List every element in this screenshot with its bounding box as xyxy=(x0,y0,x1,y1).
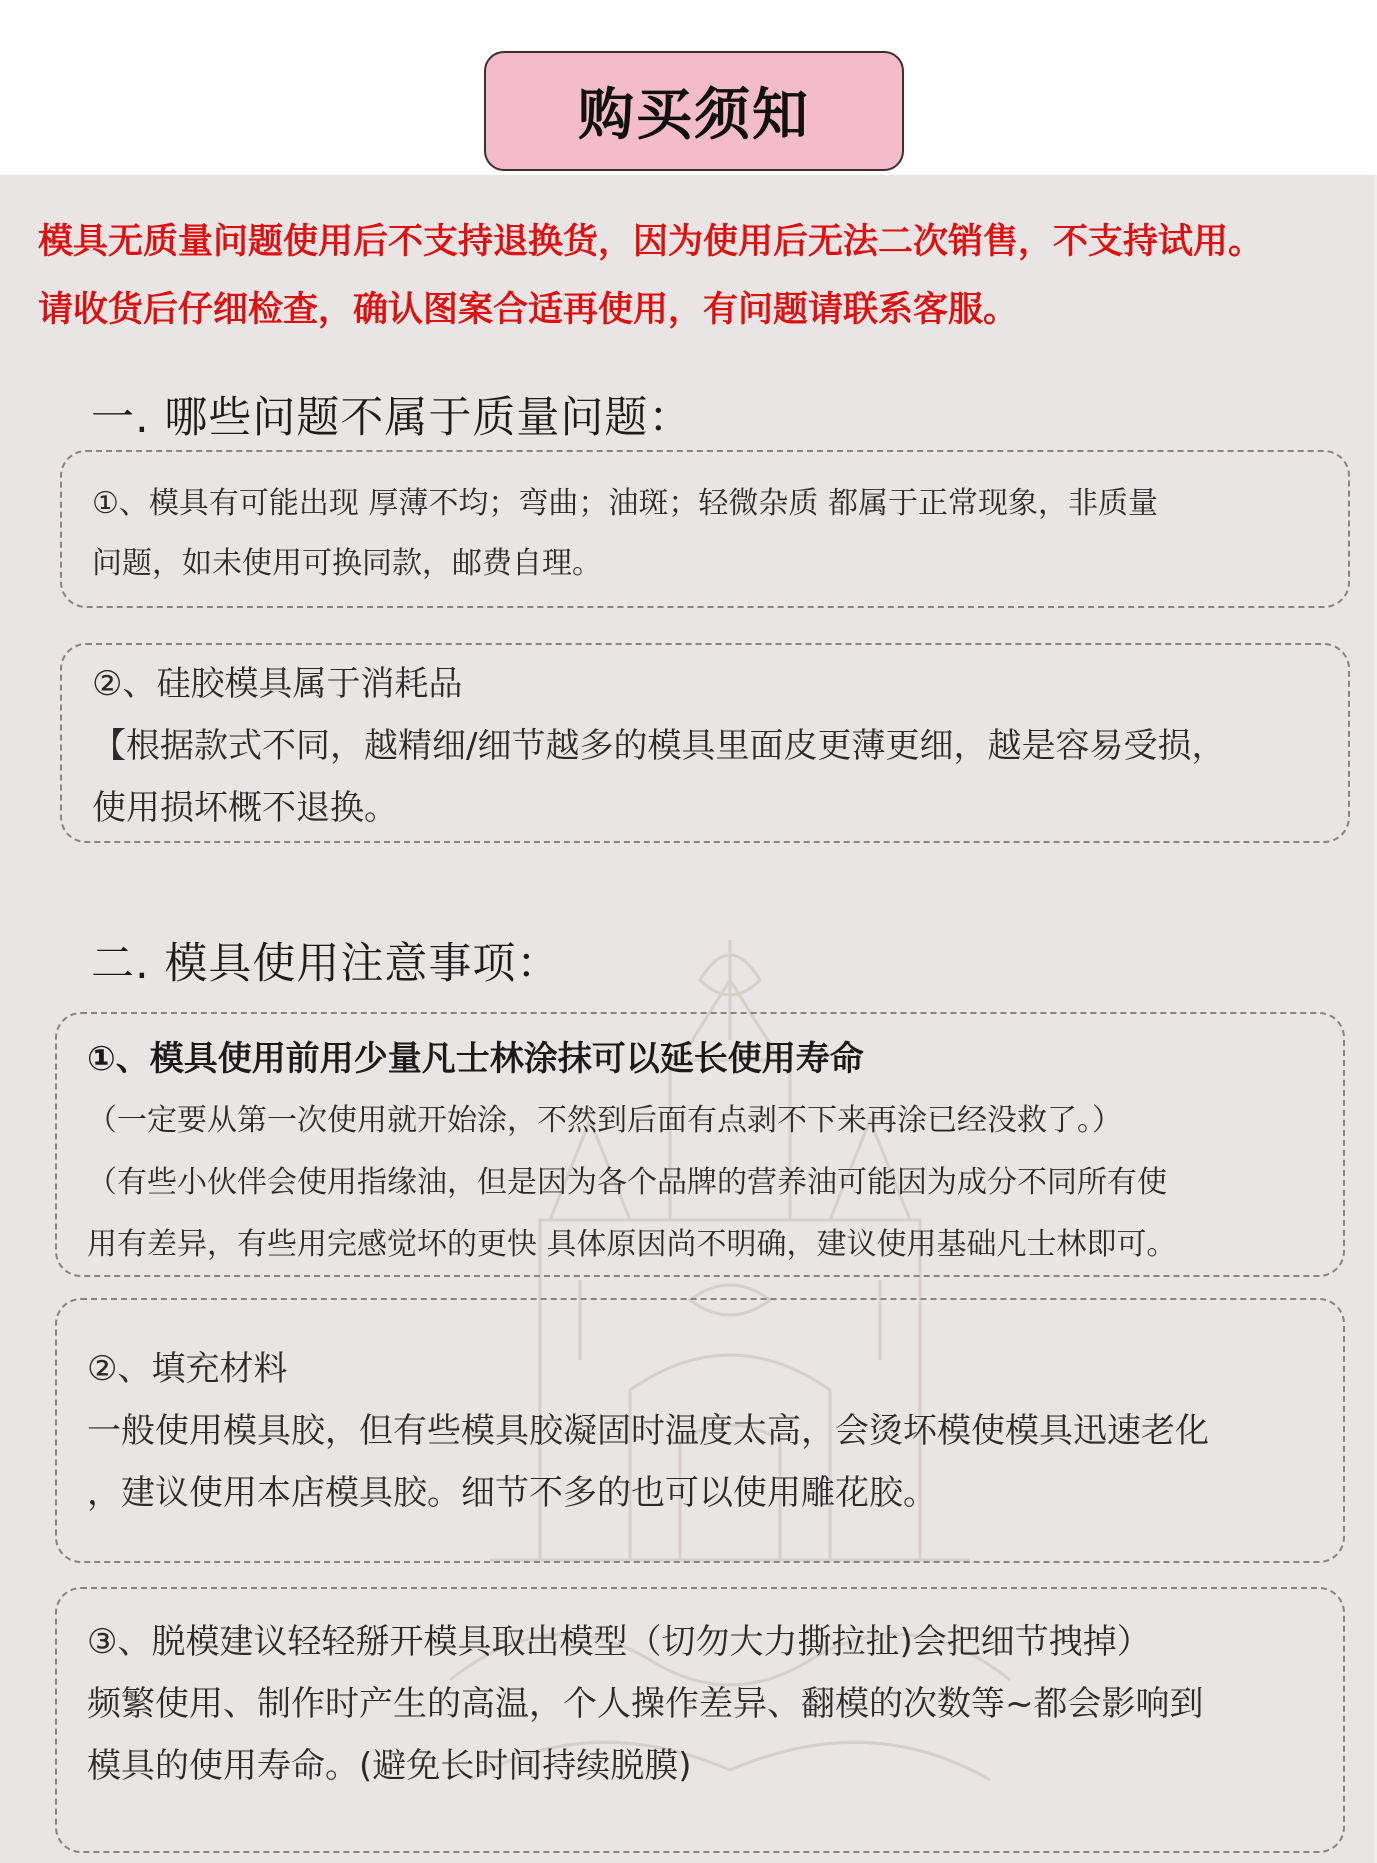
card-text-line: （有些小伙伴会使用指缘油，但是因为各个品牌的营养油可能因为成分不同所有使 xyxy=(87,1165,1167,1200)
card-text-line: ②、硅胶模具属于消耗品 xyxy=(92,664,463,704)
info-card-vaseline xyxy=(55,1012,1345,1277)
info-card-filling-material xyxy=(55,1298,1345,1563)
title-badge xyxy=(484,51,904,171)
info-card-demolding xyxy=(55,1587,1345,1853)
card-text-line: 用有差异，有些用完感觉坏的更快 具体原因尚不明确，建议使用基础凡士林即可。 xyxy=(87,1227,1177,1262)
card-heading-line: ①、模具使用前用少量凡士林涂抹可以延长使用寿命 xyxy=(87,1039,864,1079)
info-card-normal-defects xyxy=(60,450,1350,608)
section-heading-quality: 一. 哪些问题不属于质量问题： xyxy=(91,393,693,443)
card-text-line: ③、脱模建议轻轻掰开模具取出模型（切勿大力撕拉扯)会把细节拽掉） xyxy=(87,1622,1151,1662)
card-text-line: ①、模具有可能出现 厚薄不均；弯曲；油斑；轻微杂质 都属于正常现象，非质量 xyxy=(92,486,1158,521)
card-text-line: （一定要从第一次使用就开始涂，不然到后面有点剥不下来再涂已经没救了。） xyxy=(87,1103,1122,1138)
card-text-line: 一般使用模具胶，但有些模具胶凝固时温度太高，会烫坏模使模具迅速老化 xyxy=(87,1411,1209,1451)
card-text-line: 模具的使用寿命。(避免长时间持续脱膜) xyxy=(87,1746,692,1786)
return-policy-notice xyxy=(38,208,1373,344)
card-text-line: ，建议使用本店模具胶。细节不多的也可以使用雕花胶。 xyxy=(87,1473,937,1513)
info-card-consumable xyxy=(60,643,1350,843)
section-heading-usage: 二. 模具使用注意事项： xyxy=(91,939,561,989)
notice-line-2: 请收货后仔细检查，确认图案合适再使用，有问题请联系客服。 xyxy=(38,290,1019,330)
card-text-line: 【根据款式不同，越精细/细节越多的模具里面皮更薄更细，越是容易受损， xyxy=(92,726,1226,766)
card-text-line: 问题，如未使用可换同款，邮费自理。 xyxy=(92,546,602,581)
card-text-line: ②、填充材料 xyxy=(87,1349,288,1389)
page-title: 购买须知 xyxy=(578,83,810,148)
card-text-line: 频繁使用、制作时产生的高温，个人操作差异、翻模的次数等~都会影响到 xyxy=(87,1684,1204,1724)
card-text-line: 使用损坏概不退换。 xyxy=(92,788,398,828)
notice-line-1: 模具无质量问题使用后不支持退换货，因为使用后无法二次销售，不支持试用。 xyxy=(38,222,1264,262)
